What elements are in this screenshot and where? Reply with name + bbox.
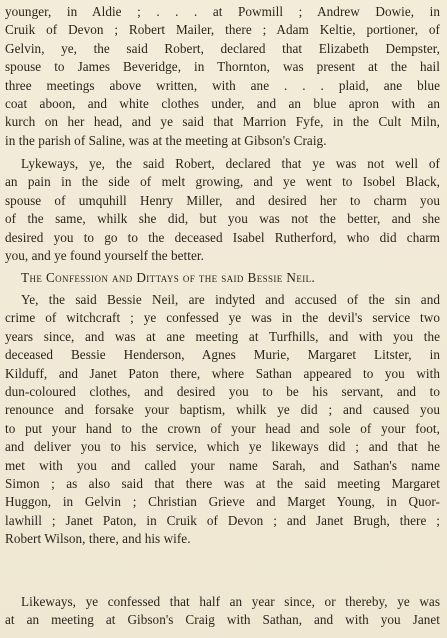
text-line: lawhill ; Janet Paton, in Cruik of Devon ; and Janet Brugh, there ;	[5, 512, 440, 528]
text-line: to put your hand to the crown of your head and sole of your foot,	[5, 420, 440, 436]
text-line: three meetings above written, with ane . . . plaid, ane blue	[5, 77, 440, 93]
text-line: Gelvin, ye, the said Robert, declared that Elizabeth Dempster,	[5, 40, 440, 56]
text-line: an pain in the side of melt growing, and ye went to Isobel Black,	[5, 174, 440, 190]
heading-line: The Confession and Dittays of the said Bessie Neil.	[21, 270, 316, 285]
text-line: Cruik of Devon ; Robert Mailer, there ; Adam Keltie, portioner, of	[5, 22, 440, 38]
text-line: younger, in Aldie ; . . . at Powmill ; Andrew Dowie, in	[5, 4, 440, 19]
text-line: desired you to go to the deceased Isabel Rutherford, who did charm	[5, 229, 440, 245]
paragraph-3	[5, 291, 440, 548]
text-line: crime of witchcraft ; ye confessed ye was in the devil's service two	[5, 310, 440, 326]
text-line: deceased Bessie Henderson, Agnes Murie, Margaret Litster, in	[5, 347, 440, 363]
text-line: renounce and forsake your baptism, whilk ye did ; and caused you	[5, 402, 440, 418]
text-line: spouse to James Beveridge, in Thornton, was present at the hail	[5, 59, 440, 75]
text-line: of the same, whilk she did, but you was not the better, and she	[5, 211, 440, 227]
text-line: Huggon, in Gelvin ; Christian Grieve and Marget Young, in Quor-	[5, 494, 440, 510]
text-line: in the parish of Saline, was at the meeting at Gibson's Craig.	[5, 132, 327, 148]
text-line: at an meeting at Gibson's Craig with Sathan, and with you Janet	[5, 612, 440, 628]
text-line: Kilduff, and Janet Paton there, where Sathan appeared to you with	[5, 365, 440, 381]
text-line: you, and ye found yourself the better.	[5, 247, 204, 263]
text-line: Lykeways, ye, the said Robert, declared that ye was not well of	[21, 156, 440, 171]
text-line: years since, and was at ane meeting at Turfhills, and with you the	[5, 328, 440, 344]
paragraph-4	[5, 593, 440, 630]
text-line: Likeways, ye confessed that half an year since, or thereby, ye was	[21, 594, 440, 609]
paragraph-2	[5, 155, 440, 265]
text-line: kurch on her head, and ye said that Marrion Fyfe, in the Cult Miln,	[5, 114, 440, 130]
text-line: and deliver you to his service, which ye likeways did ; and that he	[5, 439, 440, 455]
text-line: Robert Wilson, there, and his wife.	[5, 531, 191, 547]
text-line: met with you and called your name Sarah, and Sathan's name	[5, 457, 440, 473]
paragraph-1	[5, 3, 440, 150]
text-line: spouse of umquhill Henry Miller, and desired her to charm you	[5, 192, 440, 208]
text-line: Simon ; as also said that there was at the said meeting Margaret	[5, 475, 440, 491]
section-heading	[5, 269, 440, 287]
text-line: dun-coloured clothes, and desired you to be his servant, and to	[5, 383, 440, 399]
text-line: coat aboon, and white clothes under, and an blue apron with an	[5, 95, 440, 111]
text-line: Ye, the said Bessie Neil, are indyted and accused of the sin and	[21, 292, 440, 307]
